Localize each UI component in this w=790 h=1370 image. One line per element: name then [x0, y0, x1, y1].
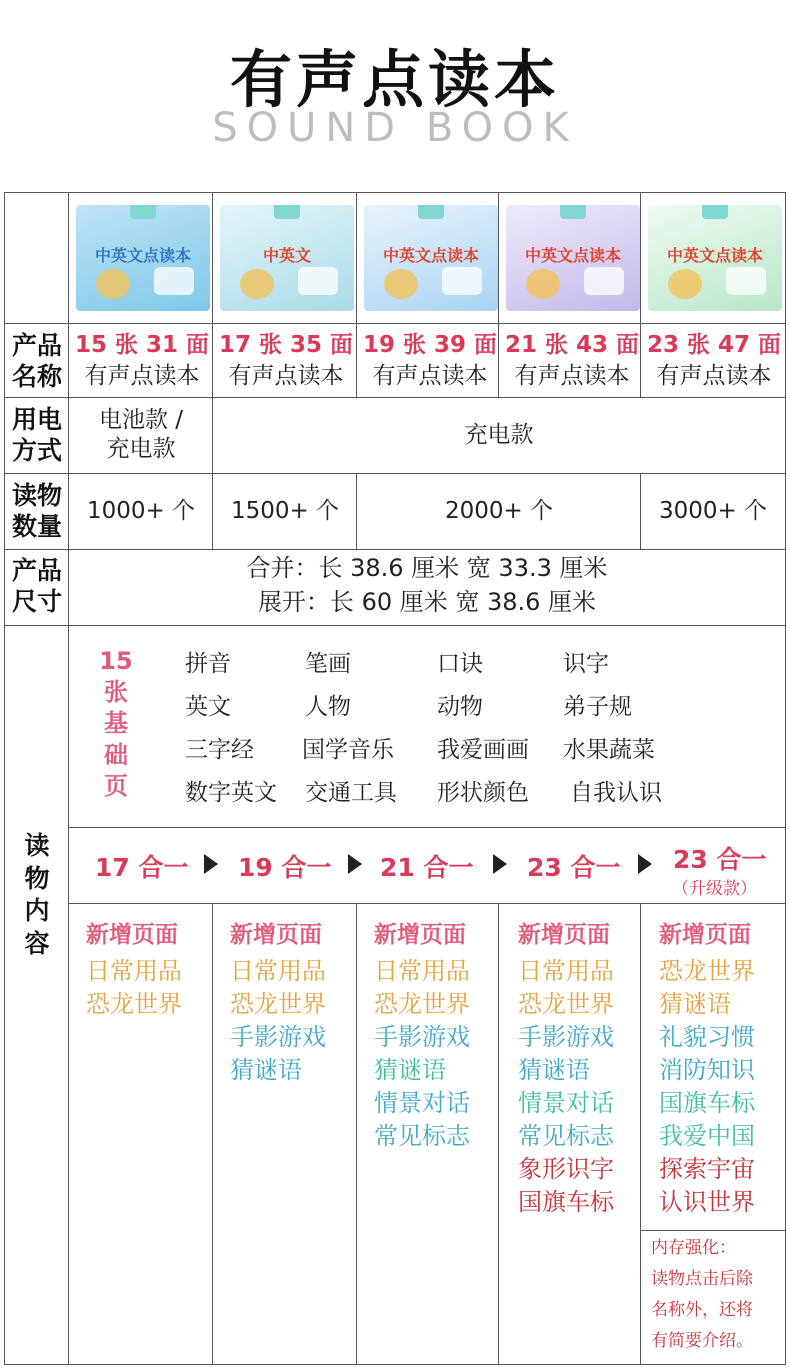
- combo-label: 23 合一: [673, 845, 767, 874]
- product-name-label: 有声点读本: [656, 362, 772, 389]
- product-count-label: 17 张 35 面: [218, 331, 354, 358]
- table-rule-h: [4, 192, 786, 193]
- product-count-label: 23 张 47 面: [646, 331, 782, 358]
- product-name-label: 有声点读本: [514, 362, 630, 389]
- memory-note-line: 内存强化：: [651, 1238, 736, 1258]
- new-page-item: 猜谜语: [374, 1056, 446, 1084]
- new-page-item: 手影游戏: [374, 1023, 470, 1051]
- binder-clip-icon: [130, 205, 156, 219]
- table-rule-v: [785, 192, 786, 1364]
- table-rule-h: [4, 549, 786, 550]
- product-count-label: 15 张 31 面: [74, 331, 210, 358]
- new-page-item: 恐龙世界: [659, 957, 755, 985]
- binder-clip-icon: [274, 205, 300, 219]
- new-page-item: 日常用品: [230, 957, 326, 985]
- table-rule-h: [4, 1364, 786, 1365]
- binder-clip-icon: [418, 205, 444, 219]
- table-rule-h: [4, 473, 786, 474]
- new-page-item: 日常用品: [374, 957, 470, 985]
- new-page-item: 手影游戏: [518, 1023, 614, 1051]
- table-rule-v: [640, 473, 641, 549]
- product-count-label: 19 张 39 面: [362, 331, 498, 358]
- mascot-icon: [526, 269, 560, 299]
- size-folded: 合并：长 38.6 厘米 宽 33.3 厘米: [246, 554, 608, 583]
- product-name-label: 有声点读本: [84, 362, 200, 389]
- row-label-power: 用电 方式: [11, 404, 62, 465]
- new-page-item: 象形识字: [518, 1155, 614, 1183]
- table-rule-v: [4, 192, 5, 1364]
- product-thumbnail: [220, 205, 354, 311]
- new-page-item: 恐龙世界: [86, 990, 182, 1018]
- base-topic: 弟子规: [563, 694, 632, 720]
- new-page-item: 常见标志: [374, 1122, 470, 1150]
- cover-graphic-icon: [154, 267, 194, 295]
- table-rule-v: [356, 903, 357, 1364]
- table-rule-v: [212, 397, 213, 549]
- combo-label: 19 合一: [238, 853, 332, 882]
- mascot-icon: [384, 269, 418, 299]
- table-rule-v: [498, 903, 499, 1364]
- new-pages-header: 新增页面: [374, 922, 466, 948]
- page-subtitle: SOUND BOOK: [212, 105, 578, 151]
- new-page-item: 猜谜语: [659, 990, 731, 1018]
- memory-note-line: 读物点击后除: [651, 1269, 753, 1289]
- table-rule-h: [4, 397, 786, 398]
- base-topic: 识字: [563, 651, 609, 677]
- new-page-item: 猜谜语: [230, 1056, 302, 1084]
- base-topic: 动物: [437, 694, 483, 720]
- new-page-item: 我爱中国: [659, 1122, 755, 1150]
- mascot-icon: [96, 269, 130, 299]
- new-pages-header: 新增页面: [659, 922, 751, 948]
- base-topic: 自我认识: [570, 780, 662, 806]
- base-topic: 我爱画画: [437, 737, 529, 763]
- base-topic: 口诀: [437, 651, 483, 677]
- row-label-size: 产品 尺寸: [11, 555, 62, 616]
- table-rule-v: [68, 192, 69, 1364]
- row-label-product-name: 产品 名称: [11, 330, 62, 391]
- base-topic: 交通工具: [305, 780, 397, 806]
- table-rule-v: [212, 903, 213, 1364]
- base-topic: 国学音乐: [302, 737, 394, 763]
- product-name-label: 有声点读本: [372, 362, 488, 389]
- binder-clip-icon: [702, 205, 728, 219]
- table-rule-h: [68, 903, 786, 904]
- new-page-item: 日常用品: [86, 957, 182, 985]
- arrow-right-icon: [348, 854, 362, 874]
- new-page-item: 恐龙世界: [374, 990, 470, 1018]
- base-topic: 拼音: [185, 651, 231, 677]
- table-rule-h: [640, 1230, 786, 1231]
- table-rule-v: [356, 473, 357, 549]
- new-page-item: 探索宇宙: [659, 1155, 755, 1183]
- page-title: 有声点读本: [229, 43, 560, 116]
- combo-label: 21 合一: [380, 853, 474, 882]
- power-rechargeable: 充电款: [464, 421, 534, 448]
- combo-label: 23 合一: [527, 853, 621, 882]
- mascot-icon: [240, 269, 274, 299]
- thumbnail-cover-label: 中英文点读本: [94, 246, 191, 265]
- memory-note-line: 名称外，还将: [651, 1300, 753, 1320]
- table-rule-h: [4, 625, 786, 626]
- new-pages-header: 新增页面: [86, 922, 178, 948]
- thumbnail-cover-label: 中英文点读本: [382, 246, 479, 265]
- base-topic: 人物: [305, 694, 351, 720]
- new-page-item: 情景对话: [518, 1089, 614, 1117]
- cover-graphic-icon: [726, 267, 766, 295]
- table-rule-h: [68, 827, 786, 828]
- arrow-right-icon: [638, 854, 652, 874]
- new-pages-header: 新增页面: [230, 922, 322, 948]
- base-pages-label: 15 张 基 础 页: [99, 647, 133, 800]
- read-count-15: 1000+ 个: [86, 497, 196, 524]
- table-rule-v: [356, 192, 357, 397]
- arrow-right-icon: [493, 854, 507, 874]
- size-unfolded: 展开：长 60 厘米 宽 38.6 厘米: [257, 588, 597, 617]
- base-topic: 数字英文: [185, 780, 277, 806]
- product-count-label: 21 张 43 面: [504, 331, 640, 358]
- table-rule-v: [212, 192, 213, 397]
- new-page-item: 手影游戏: [230, 1023, 326, 1051]
- base-topic: 形状颜色: [437, 780, 529, 806]
- product-thumbnail: [648, 205, 782, 311]
- new-page-item: 消防知识: [659, 1056, 755, 1084]
- product-name-label: 有声点读本: [228, 362, 344, 389]
- product-thumbnail: [364, 205, 498, 311]
- product-thumbnail: [506, 205, 640, 311]
- base-topic: 三字经: [185, 737, 254, 763]
- row-label-read-count: 读物 数量: [11, 480, 62, 541]
- row-label-content: 读 物 内 容: [24, 831, 50, 958]
- combo-upgrade-note: （升级款）: [672, 879, 757, 899]
- mascot-icon: [668, 269, 702, 299]
- new-page-item: 礼貌习惯: [659, 1023, 755, 1051]
- new-page-item: 国旗车标: [518, 1188, 614, 1216]
- thumbnail-cover-label: 中英文点读本: [524, 246, 621, 265]
- read-count-23: 3000+ 个: [658, 497, 768, 524]
- read-count-19-21: 2000+ 个: [444, 497, 554, 524]
- table-rule-v: [640, 903, 641, 1364]
- table-rule-h: [4, 323, 786, 324]
- new-page-item: 国旗车标: [659, 1089, 755, 1117]
- thumbnail-cover-label: 中英文: [262, 246, 311, 265]
- combo-label: 17 合一: [95, 853, 189, 882]
- cover-graphic-icon: [584, 267, 624, 295]
- new-page-item: 猜谜语: [518, 1056, 590, 1084]
- arrow-right-icon: [204, 854, 218, 874]
- base-topic: 英文: [185, 694, 231, 720]
- new-page-item: 日常用品: [518, 957, 614, 985]
- new-page-item: 情景对话: [374, 1089, 470, 1117]
- new-page-item: 恐龙世界: [518, 990, 614, 1018]
- binder-clip-icon: [560, 205, 586, 219]
- read-count-17: 1500+ 个: [230, 497, 340, 524]
- base-topic: 笔画: [305, 651, 351, 677]
- cover-graphic-icon: [298, 267, 338, 295]
- new-page-item: 常见标志: [518, 1122, 614, 1150]
- thumbnail-cover-label: 中英文点读本: [666, 246, 763, 265]
- memory-note-line: 有简要介绍。: [651, 1331, 753, 1351]
- cover-graphic-icon: [442, 267, 482, 295]
- power-battery: 电池款 / 充电款: [98, 407, 184, 462]
- product-thumbnail: [76, 205, 210, 311]
- base-topic: 水果蔬菜: [563, 737, 655, 763]
- new-page-item: 认识世界: [659, 1188, 755, 1216]
- new-pages-header: 新增页面: [518, 922, 610, 948]
- new-page-item: 恐龙世界: [230, 990, 326, 1018]
